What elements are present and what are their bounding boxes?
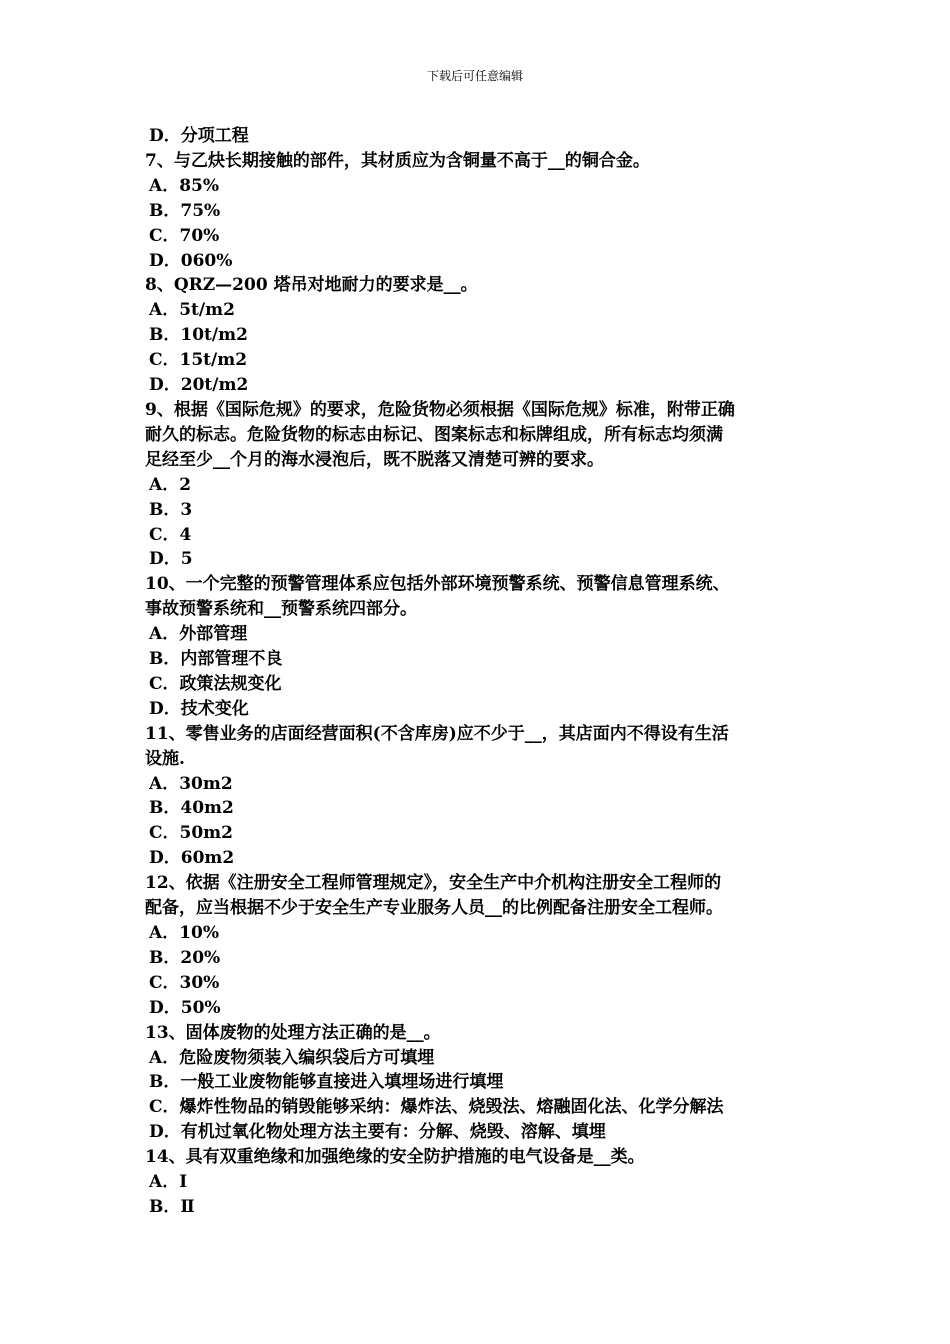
- question-text: 14、具有双重绝缘和加强绝缘的安全防护措施的电气设备是__类。: [145, 1147, 645, 1168]
- answer-option: D．有机过氧化物处理方法主要有：分解、烧毁、溶解、填埋: [149, 1122, 606, 1143]
- answer-option: C．15t/m2: [149, 350, 248, 371]
- answer-option: C．政策法规变化: [149, 673, 282, 694]
- answer-option: A．5t/m2: [149, 300, 235, 321]
- answer-option: B．一般工业废物能够直接进入填埋场进行填埋: [149, 1072, 504, 1093]
- document-body: [145, 124, 810, 1220]
- answer-option: B．40m2: [149, 798, 234, 819]
- answer-option: B．内部管理不良: [149, 649, 283, 670]
- answer-option: D．50%: [149, 997, 221, 1018]
- answer-option: C．30%: [149, 972, 220, 993]
- answer-option: C．爆炸性物品的销毁能够采纳：爆炸法、烧毁法、熔融固化法、化学分解法: [149, 1097, 724, 1118]
- answer-option: B．10t/m2: [149, 325, 248, 346]
- answer-option: B．Ⅱ: [149, 1196, 195, 1217]
- answer-option: A．2: [149, 474, 192, 495]
- question-text: 足经至少__个月的海水浸泡后，既不脱落又清楚可辨的要求。: [145, 449, 604, 470]
- answer-option: D．技术变化: [149, 698, 249, 719]
- answer-option: D．20t/m2: [149, 375, 249, 396]
- answer-option: D．分项工程: [149, 126, 249, 146]
- answer-option: C．70%: [149, 225, 220, 246]
- answer-option: D．60m2: [149, 848, 235, 869]
- question-text: 配备，应当根据不少于安全生产专业服务人员__的比例配备注册安全工程师。: [145, 898, 723, 919]
- question-text: 9、根据《国际危规》的要求，危险货物必须根据《国际危规》标准，附带正确: [145, 399, 735, 420]
- answer-option: A．Ⅰ: [149, 1172, 188, 1193]
- question-text: 耐久的标志。危险货物的标志由标记、图案标志和标牌组成，所有标志均须满: [145, 424, 723, 445]
- question-text: 设施.: [145, 748, 185, 769]
- answer-option: C．50m2: [149, 823, 234, 844]
- answer-option: D．060%: [149, 250, 233, 271]
- question-text: 7、与乙炔长期接触的部件，其材质应为含铜量不高于__的铜合金。: [145, 150, 650, 171]
- answer-option: A．30m2: [149, 773, 233, 794]
- answer-option: A．10%: [149, 923, 220, 943]
- answer-option: A．外部管理: [149, 624, 248, 645]
- question-text: 11、零售业务的店面经营面积(不含库房)应不少于__，其店面内不得设有生活: [145, 723, 729, 744]
- question-text: 事故预警系统和__预警系统四部分。: [145, 599, 417, 620]
- question-text: 13、固体废物的处理方法正确的是__。: [145, 1022, 441, 1043]
- answer-option: D．5: [149, 549, 193, 570]
- answer-option: B．75%: [149, 200, 221, 221]
- page-header: 下载后可任意编辑: [426, 69, 523, 83]
- question-text: 8、QRZ—200 塔吊对地耐力的要求是__。: [145, 275, 478, 296]
- answer-option: C．4: [149, 524, 192, 545]
- answer-option: B．20%: [149, 947, 221, 968]
- question-text: 12、依据《注册安全工程师管理规定》，安全生产中介机构注册安全工程师的: [145, 873, 722, 894]
- answer-option: B．3: [149, 499, 193, 520]
- question-text: 10、一个完整的预警管理体系应包括外部环境预警系统、预警信息管理系统、: [145, 574, 730, 595]
- answer-option: A．危险废物须装入编织袋后方可填埋: [149, 1047, 435, 1068]
- answer-option: A．85%: [149, 175, 220, 196]
